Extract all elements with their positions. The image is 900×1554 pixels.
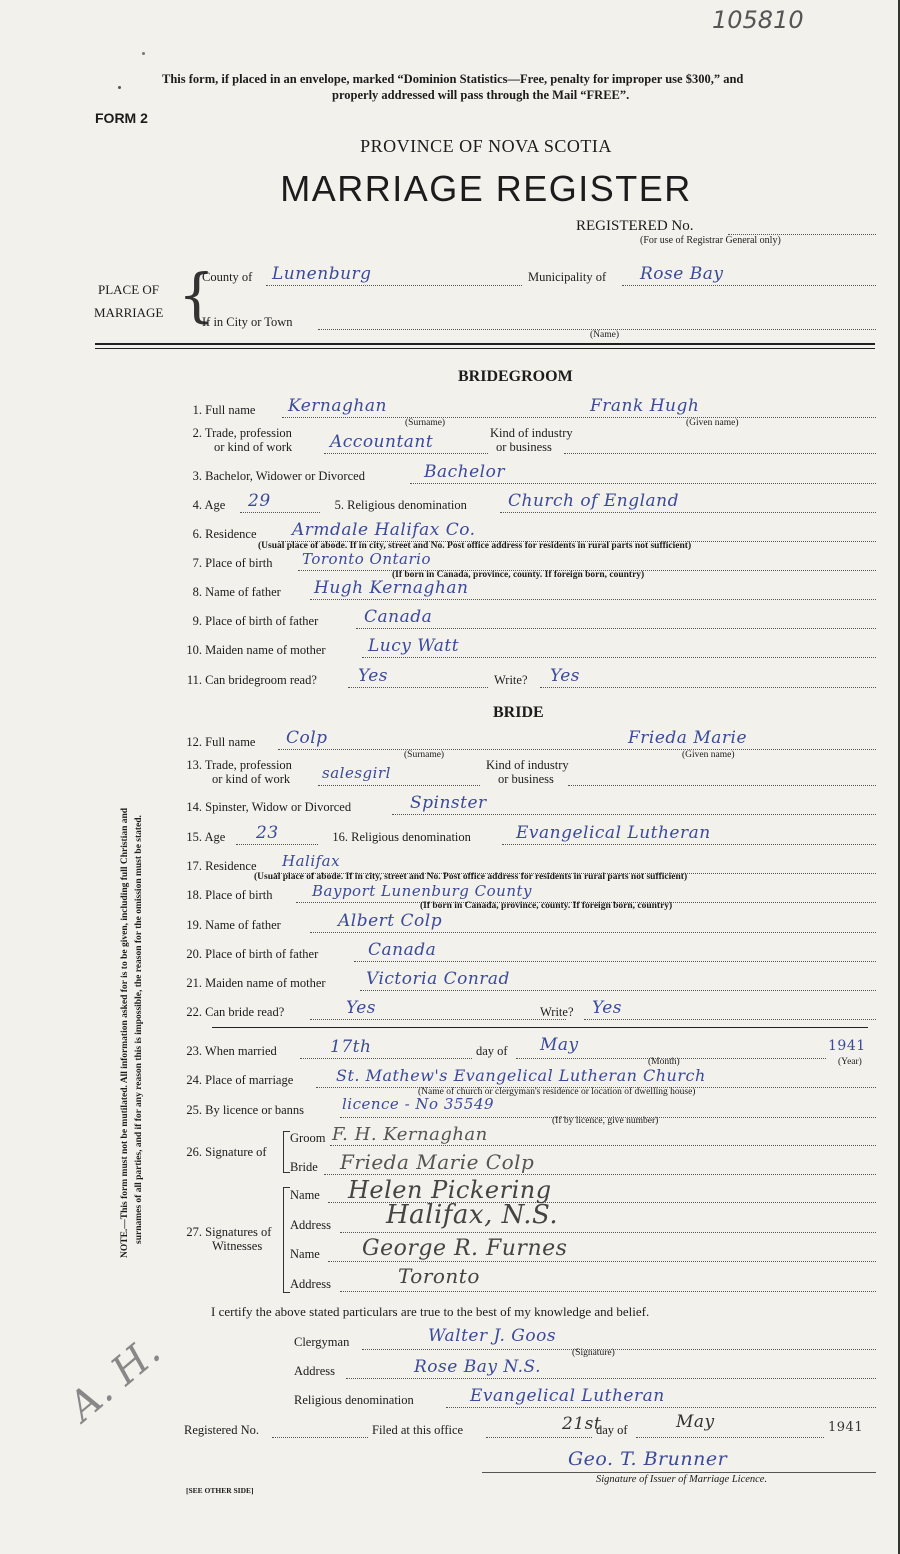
bg-row-6: 6. Residence — [192, 527, 257, 541]
groom-line — [330, 1145, 876, 1146]
w1-name: Helen Pickering — [348, 1176, 552, 1204]
registered-no-note: (For use of Registrar General only) — [640, 235, 781, 246]
county-line — [266, 285, 522, 286]
sig-bracket — [283, 1131, 290, 1173]
bride-sig-line — [324, 1174, 876, 1175]
see-other-side: [SEE OTHER SIDE] — [186, 1486, 254, 1495]
br-surname: Colp — [286, 728, 328, 748]
day-of-label: day of — [476, 1044, 508, 1058]
br-row-16: 16. Religious denomination — [332, 830, 471, 844]
registered-no-label: REGISTERED No. — [576, 218, 694, 234]
w2-name-label: Name — [290, 1247, 320, 1261]
county-label: County of — [202, 270, 253, 284]
bg-row-8: 8. Name of father — [192, 585, 281, 599]
clergyman-label: Clergyman — [294, 1335, 350, 1349]
br-industry-label2: or business — [498, 772, 554, 786]
bg-trade: Accountant — [330, 432, 434, 452]
bg-mother: Lucy Watt — [368, 636, 460, 656]
br-industry-line — [568, 785, 876, 786]
br-father: Albert Colp — [338, 911, 443, 931]
municipality-value: Rose Bay — [640, 264, 724, 284]
br-write-line — [584, 1019, 876, 1020]
br-row-12: 12. Full name — [186, 735, 256, 749]
br-name-line — [278, 749, 876, 750]
divider-middle — [212, 1027, 868, 1028]
county-value: Lunenburg — [272, 264, 372, 284]
br-father-birth: Canada — [368, 940, 437, 960]
bg-row-2: 2. Trade, profession — [192, 426, 292, 440]
side-note — [118, 808, 146, 1258]
married-year: 1941 — [828, 1038, 866, 1054]
br-religion-line — [502, 844, 876, 845]
br-row-22: 22. Can bride read? — [186, 1005, 285, 1019]
row-27: 27. Signatures of — [186, 1225, 272, 1239]
city-name-note: (Name) — [590, 330, 620, 340]
clergy-address: Rose Bay N.S. — [414, 1357, 541, 1377]
married-day: 17th — [330, 1037, 372, 1057]
place-note: (Name of church or clergyman's residence or location of dwelling house) — [418, 1087, 696, 1097]
registered-no-footer-line — [272, 1437, 368, 1438]
bg-father-birth: Canada — [364, 607, 433, 627]
month-note: (Month) — [648, 1057, 680, 1067]
signature-note: (Signature) — [572, 1348, 615, 1358]
form-number: FORM 2 — [95, 110, 148, 126]
witness-bracket — [283, 1187, 290, 1293]
br-read-line — [310, 1019, 566, 1020]
registered-no-footer-label: Registered No. — [184, 1423, 259, 1437]
divider-top-2 — [95, 348, 875, 349]
side-note-line1: NOTE.—This form must not be mutilated. All information asked for is to be given, including full Christian and — [120, 807, 130, 1258]
br-row-14: 14. Spinster, Widow or Divorced — [186, 800, 352, 814]
year-note: (Year) — [838, 1057, 862, 1067]
br-father-line — [310, 932, 876, 933]
bg-row-1: 1. Full name — [192, 403, 256, 417]
br-birth: Bayport Lunenburg County — [312, 882, 532, 900]
clergy-address-label: Address — [294, 1364, 335, 1378]
licence-note: (If by licence, give number) — [552, 1116, 659, 1126]
bg-name-line — [282, 417, 876, 418]
br-given-note: (Given name) — [682, 750, 735, 760]
side-note-line2: surnames of all parties, and if for any reason this is impossible, the reason for the omission must be stated. — [134, 815, 144, 1244]
br-write-label: Write? — [540, 1005, 574, 1019]
place-of-label: PLACE OF — [98, 282, 160, 297]
denomination-label: Religious denomination — [294, 1393, 414, 1407]
bg-row-3: 3. Bachelor, Widower or Divorced — [192, 469, 365, 483]
bg-row-11: 11. Can bridegroom read? — [186, 673, 317, 687]
clergy-denomination: Evangelical Lutheran — [470, 1386, 665, 1406]
row-25: 25. By licence or banns — [186, 1103, 305, 1117]
clergyman-line — [362, 1349, 876, 1350]
bg-trade-label2: or kind of work — [214, 440, 293, 454]
bg-read-line — [348, 687, 488, 688]
married-month: May — [540, 1035, 579, 1055]
bride-signature: Frieda Marie Colp — [340, 1150, 535, 1174]
bg-father-birth-line — [356, 628, 876, 629]
issuer-line — [482, 1472, 876, 1473]
filed-month-line — [636, 1437, 824, 1438]
filed-year: 1941 — [828, 1420, 864, 1435]
bg-status: Bachelor — [424, 462, 505, 482]
bg-age: 29 — [248, 491, 271, 511]
br-row-19: 19. Name of father — [186, 918, 281, 932]
filed-day-of-label: day of — [596, 1423, 628, 1437]
w1-name-label: Name — [290, 1188, 320, 1202]
denomination-line — [446, 1407, 876, 1408]
filed-day-line — [486, 1437, 592, 1438]
bg-birth: Toronto Ontario — [302, 550, 431, 568]
place-brace: { — [178, 261, 215, 329]
br-row-13: 13. Trade, profession — [186, 758, 292, 772]
municipality-label: Municipality of — [528, 270, 607, 284]
bg-write-line — [540, 687, 876, 688]
punch-mark-1 — [118, 86, 121, 89]
bg-status-line — [410, 483, 876, 484]
bridegroom-heading: BRIDEGROOM — [458, 368, 573, 385]
w2-name: George R. Furnes — [362, 1236, 568, 1261]
br-industry-label1: Kind of industry — [486, 758, 569, 772]
province-heading: PROVINCE OF NOVA SCOTIA — [360, 136, 612, 156]
bg-industry-label2: or business — [496, 440, 552, 454]
bg-write: Yes — [550, 666, 581, 686]
bg-father-line — [310, 599, 876, 600]
punch-mark-2 — [142, 52, 145, 55]
br-status-line — [392, 814, 876, 815]
bg-residence: Armdale Halifax Co. — [292, 520, 476, 540]
br-row-21: 21. Maiden name of mother — [186, 976, 326, 990]
page-title: MARRIAGE REGISTER — [280, 168, 692, 209]
bg-row-5: 5. Religious denomination — [334, 498, 467, 512]
issuer-signature: Geo. T. Brunner — [568, 1448, 728, 1470]
br-birth-note: (If born in Canada, province, county. If foreign born, country) — [420, 901, 673, 911]
br-trade-line — [318, 785, 480, 786]
br-status: Spinster — [410, 793, 487, 813]
city-label: If in City or Town — [202, 315, 293, 329]
filed-label: Filed at this office — [372, 1423, 464, 1437]
row-26: 26. Signature of — [186, 1145, 267, 1159]
divider-top — [95, 343, 875, 345]
br-surname-note: (Surname) — [404, 750, 445, 760]
groom-label: Groom — [290, 1131, 326, 1145]
w1-address: Halifax, N.S. — [386, 1200, 559, 1230]
w1-address-label: Address — [290, 1218, 331, 1232]
br-given: Frieda Marie — [628, 728, 748, 748]
bg-religion-line — [500, 512, 876, 513]
bg-row-10: 10. Maiden name of mother — [186, 643, 326, 657]
br-religion: Evangelical Lutheran — [516, 823, 711, 843]
br-read: Yes — [346, 998, 377, 1018]
br-age: 23 — [256, 823, 279, 843]
bg-religion: Church of England — [508, 491, 679, 511]
issuer-note: Signature of Issuer of Marriage Licence. — [596, 1474, 768, 1485]
marriage-label: MARRIAGE — [94, 305, 164, 320]
br-age-line — [236, 844, 318, 845]
br-trade: salesgirl — [322, 764, 391, 782]
bg-residence-note: (Usual place of abode. If in city, street and No. Post office address for residents in rural parts not sufficient) — [258, 541, 692, 551]
day-line — [300, 1058, 472, 1059]
bg-row-9: 9. Place of birth of father — [192, 614, 319, 628]
br-row-18: 18. Place of birth — [186, 888, 273, 902]
bg-father: Hugh Kernaghan — [314, 578, 469, 598]
mail-notice-line1: This form, if placed in an envelope, marked “Dominion Statistics—Free, penalty for improper use $300,” and — [162, 72, 744, 86]
bride-label: Bride — [290, 1160, 318, 1174]
municipality-line — [622, 285, 876, 286]
w2-address: Toronto — [398, 1264, 480, 1288]
bg-age-line — [240, 512, 320, 513]
clergy-address-line — [346, 1378, 876, 1379]
clerk-initials: A. H. — [60, 1327, 170, 1431]
filed-month: May — [676, 1412, 715, 1432]
w2-address-line — [340, 1291, 876, 1292]
bg-mother-line — [362, 657, 876, 658]
w2-address-label: Address — [290, 1277, 331, 1291]
licence-value: licence - No 35549 — [342, 1095, 495, 1113]
bg-industry-label1: Kind of industry — [490, 426, 573, 440]
br-residence: Halifax — [282, 852, 341, 870]
bg-industry-line — [564, 453, 876, 454]
filed-day: 21st — [562, 1414, 602, 1434]
witnesses-label: Witnesses — [212, 1239, 263, 1253]
document-number: 105810 — [712, 6, 804, 34]
bride-heading: BRIDE — [493, 704, 544, 721]
br-write: Yes — [592, 998, 623, 1018]
clergyman-signature: Walter J. Goos — [428, 1326, 557, 1346]
certify-statement: I certify the above stated particulars are true to the best of my knowledge and belief. — [211, 1304, 650, 1319]
groom-signature: F. H. Kernaghan — [332, 1124, 488, 1145]
br-row-15: 15. Age — [186, 830, 226, 844]
br-father-birth-line — [354, 961, 876, 962]
row-24: 24. Place of marriage — [186, 1073, 294, 1087]
bg-write-label: Write? — [494, 673, 528, 687]
br-mother-line — [360, 990, 876, 991]
mail-notice-line2: properly addressed will pass through the Mail “FREE”. — [332, 88, 630, 102]
w2-name-line — [328, 1261, 876, 1262]
br-mother: Victoria Conrad — [366, 969, 510, 989]
w1-address-line — [340, 1232, 876, 1233]
bg-given: Frank Hugh — [590, 396, 700, 416]
bg-read: Yes — [358, 666, 389, 686]
br-residence-note: (Usual place of abode. If in city, street and No. Post office address for residents in rural parts not sufficient) — [254, 872, 688, 882]
row-23: 23. When married — [186, 1044, 277, 1058]
bg-given-note: (Given name) — [686, 418, 739, 428]
bg-trade-line — [324, 453, 488, 454]
br-row-17: 17. Residence — [186, 859, 257, 873]
marriage-place: St. Mathew's Evangelical Lutheran Church — [336, 1066, 706, 1085]
bg-surname: Kernaghan — [288, 396, 387, 416]
br-trade-label2: or kind of work — [212, 772, 291, 786]
bg-surname-note: (Surname) — [405, 418, 446, 428]
br-row-20: 20. Place of birth of father — [186, 947, 319, 961]
bg-birth-note: (If born in Canada, province, county. If foreign born, country) — [392, 570, 645, 580]
bg-row-4: 4. Age — [192, 498, 226, 512]
bg-row-7: 7. Place of birth — [192, 556, 273, 570]
